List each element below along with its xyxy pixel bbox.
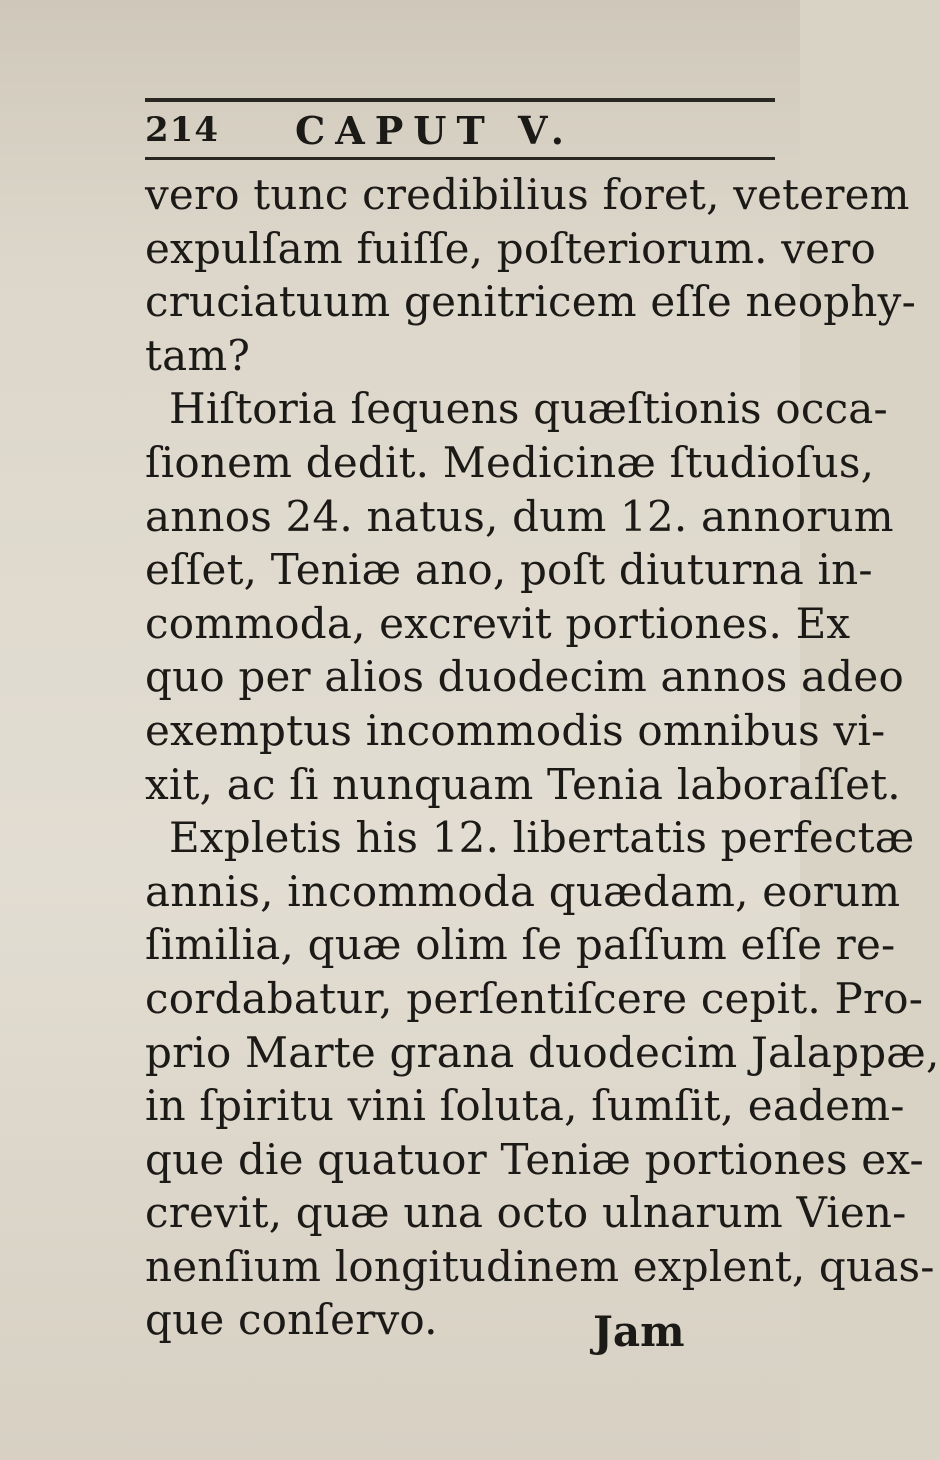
text-line: nenſium longitudinem explent, quas-: [145, 1241, 935, 1291]
text-line: eſſet, Teniæ ano, poſt diuturna in-: [145, 545, 873, 595]
text-line: que conſervo.: [145, 1295, 438, 1345]
header-rule-top: [145, 98, 775, 102]
text-line: expulſam fuiſſe, poſteriorum. vero: [145, 223, 876, 273]
text-line: exemptus incommodis omnibus vi-: [145, 705, 886, 755]
text-line: crevit, quæ una octo ulnarum Vien-: [145, 1188, 907, 1238]
text-line: ſionem dedit. Medicinæ ſtudioſus,: [145, 437, 875, 487]
text-line: annos 24. natus, dum 12. annorum: [145, 491, 894, 541]
text-line: cruciatuum genitricem eſſe neophy-: [145, 277, 916, 327]
text-line: ſimilia, quæ olim ſe paſſum eſſe re-: [145, 920, 896, 970]
header-rule-bottom: [145, 157, 775, 160]
body-text: [145, 168, 940, 1347]
page-number: 214: [145, 110, 219, 150]
text-line: que die quatuor Teniæ portiones ex-: [145, 1134, 924, 1184]
text-line: commoda, excrevit portiones. Ex: [145, 598, 851, 648]
text-line: Expletis his 12. libertatis perfectæ: [169, 813, 915, 863]
text-line: tam?: [145, 330, 251, 380]
text-line: vero tunc credibilius foret, veterem: [145, 170, 910, 219]
text-line: quo per alios duodecim annos adeo: [145, 652, 904, 702]
running-head: CAPUT V.: [295, 108, 575, 153]
text-line: prio Marte grana duodecim Jalappæ,: [145, 1027, 940, 1077]
text-line: Hiſtoria ſequens quæſtionis occa-: [169, 384, 888, 434]
text-line: in ſpiritu vini ſoluta, ſumſit, eadem-: [145, 1081, 905, 1131]
catchword: Jam: [593, 1307, 685, 1356]
text-line: cordabatur, perſentiſcere cepit. Pro-: [145, 973, 924, 1023]
text-line: annis, incommoda quædam, eorum: [145, 866, 901, 916]
text-line: xit, ac ſi nunquam Tenia laboraſſet.: [145, 759, 901, 809]
page-header: [145, 108, 775, 154]
